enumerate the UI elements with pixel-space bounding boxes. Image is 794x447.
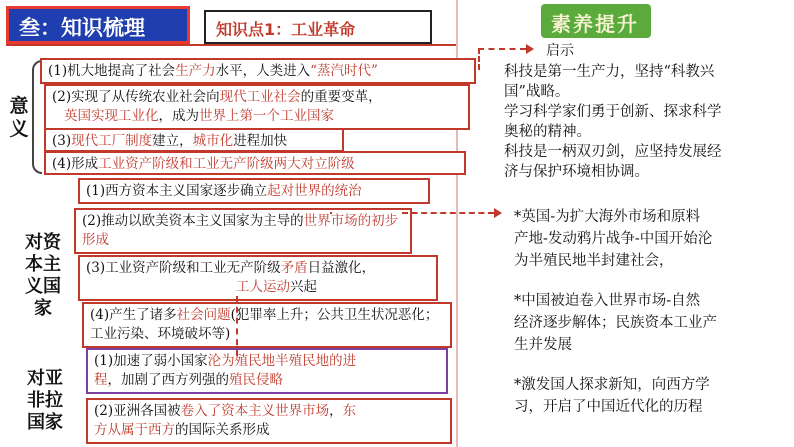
significance-item-2: (2)实现了从传统农业社会向现代工业社会的重要变革， 英国实现工业化，成为世界上第一个工业国家	[44, 84, 470, 130]
literacy-badge-label: 素养提升	[551, 12, 639, 36]
capitalist-item-2: (2)推动以欧美资本主义国家为主导的世界市场的初步形成	[74, 208, 412, 254]
asia-item-2: (2)亚洲各国被卷入了资本主义世界市场，东 方从属于西方的国际关系形成	[86, 398, 452, 444]
connector-top-h	[478, 48, 526, 50]
connector-top-v	[478, 48, 480, 70]
connector-top-arrow	[526, 44, 534, 54]
capitalist-item-3: (3)工业资产阶级和工业无产阶级矛盾日益激化， 工人运动兴起	[78, 255, 438, 301]
connector-lower-h	[330, 212, 332, 214]
label-asia-latin: 对亚非拉国家	[27, 368, 63, 433]
inspiration-text: 科技是第一生产力，坚持“科教兴 国”战略。 学习科学家们勇于创新、探求科学 奥秘的精神。 科技是一柄双刃剑，应坚持发展经 济与保护环境相协调。	[504, 64, 722, 180]
label-significance: 意义	[9, 95, 29, 140]
knowledge-point-title: 知识点1：工业革命	[216, 20, 356, 39]
asia-item-1: (1)加速了弱小国家沦为殖民地半殖民地的进 程，加剧了西方列强的殖民侵略	[86, 348, 448, 394]
inspiration-heading: 启示	[546, 43, 574, 59]
connector-mid-h	[402, 212, 494, 214]
note-modernization: *激发国人探求新知，向西方学 习，开启了中国近代化的历程	[514, 377, 710, 415]
connector-lower-v	[236, 296, 238, 356]
label-capitalist: 对资本主义国家	[25, 232, 61, 319]
section-title-box	[6, 6, 190, 44]
top-divider	[6, 44, 456, 46]
capitalist-item-1: (1)西方资本主义国家逐步确立起对世界的统治	[78, 178, 430, 204]
note-britain: *英国-为扩大海外市场和原料 产地-发动鸦片战争-中国开始沦 为半殖民地半封建社会，	[514, 209, 713, 269]
knowledge-point-box	[204, 10, 432, 44]
literacy-badge	[541, 4, 651, 38]
significance-item-4: (4)形成工业资产阶级和工业无产阶级两大对立阶级	[44, 151, 466, 175]
section-title: 叁：知识梳理	[19, 16, 145, 40]
significance-item-1: (1)机大地提高了社会生产力水平，人类进入“蒸汽时代”	[40, 58, 476, 84]
note-china-market: *中国被迫卷入世界市场-自然 经济逐步解体；民族资本工业产 生并发展	[514, 293, 717, 353]
connector-mid-arrow	[494, 208, 502, 218]
significance-item-3: (3)现代工厂制度建立，城市化进程加快	[44, 128, 344, 152]
capitalist-item-4: (4)产生了诸多社会问题(犯罪率上升；公共卫生状况恶化；工业污染、环境破坏等)	[82, 302, 452, 348]
